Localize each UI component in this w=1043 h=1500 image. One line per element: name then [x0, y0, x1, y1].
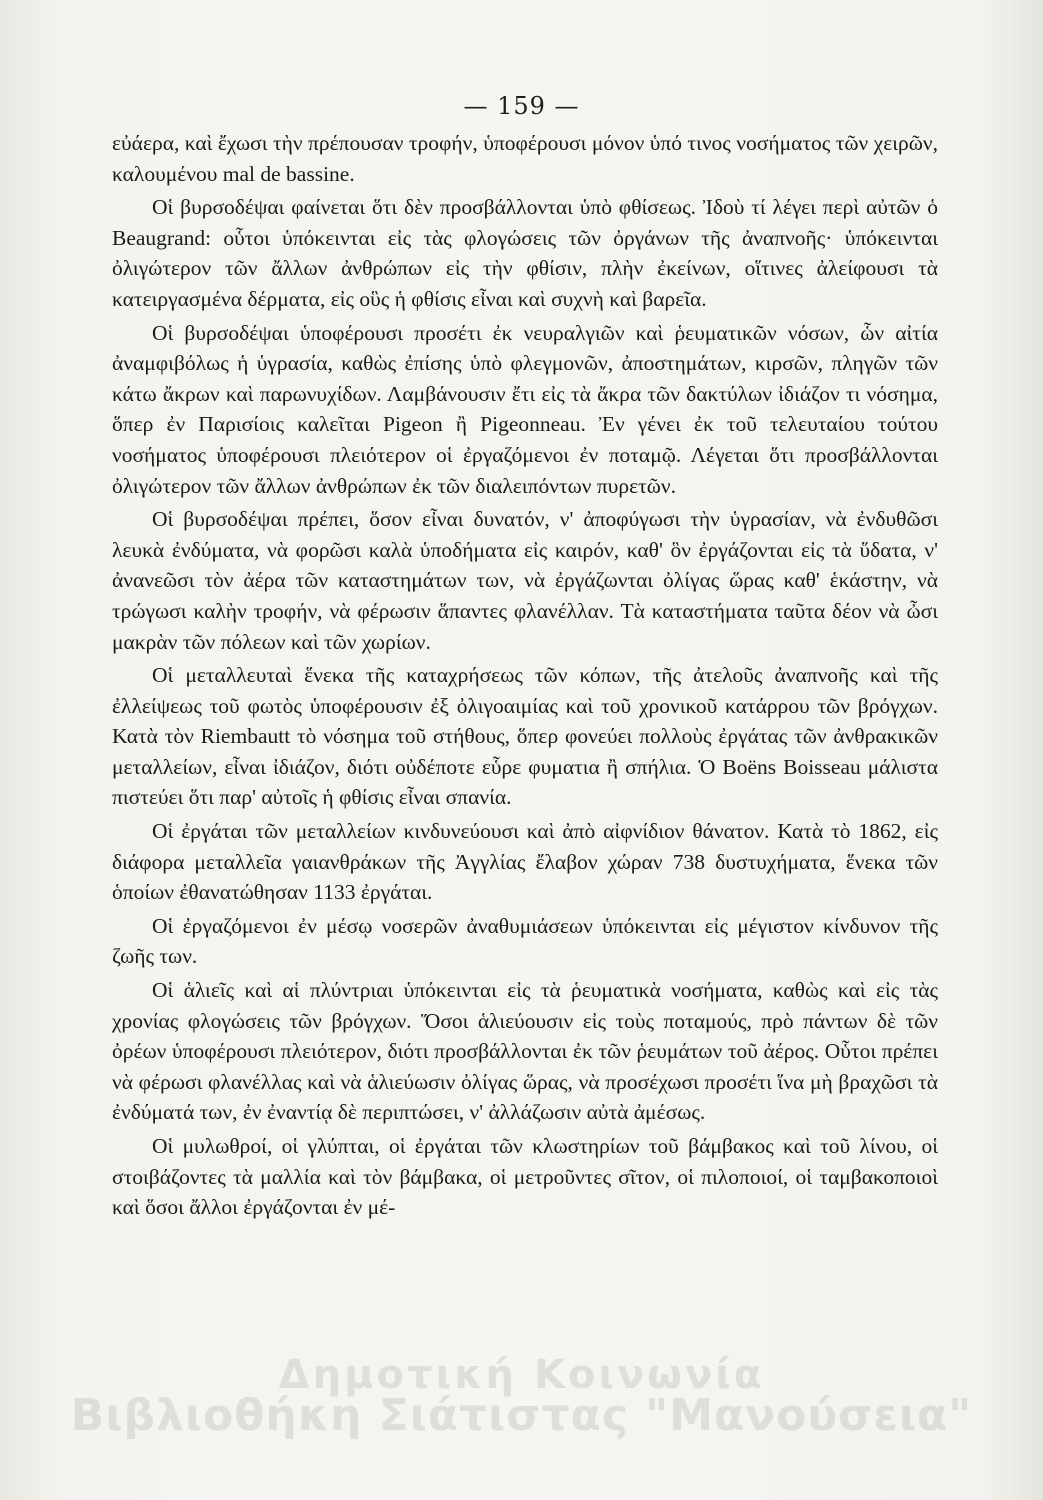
- paragraph-millers: Οἱ μυλωθροί, οἱ γλύπται, οἱ ἐργάται τῶν κλωστηρίων τοῦ βάμβακος καὶ τοῦ λίνου, οἱ στοιβάζοντες τὰ μαλλία καὶ τὸν βάμβακα, οἱ μετροῦντες σῖτον, οἱ πιλοποιοί, οἱ ταμβακοποιοὶ καὶ ὅσοι ἄλλοι ἐργάζονται ἐν μέ-: [112, 1134, 938, 1220]
- page-number: — 159 —: [463, 92, 580, 120]
- paragraph-tanners-diseases: Οἱ βυρσοδέψαι ὑποφέρουσι προσέτι ἐκ νευραλγιῶν καὶ ῥευματικῶν νόσων, ὧν αἰτία ἀναμφιβόλως ἡ ὑγρασία, καθὼς ἐπίσης ὑπὸ φλεγμονῶν, ἀποστημάτων, κιρσῶν, πληγῶν τῶν κάτω ἄκρων καὶ παρωνυχίδων. Λαμβάνουσιν ἔτι εἰς τὰ ἄκρα τῶν δακτύλων ἰδιάζον τι νόσημα, ὅπερ ἐν Παρισίοις καλεῖται Pigeon ἢ Pigeonneau. Ἐν γένει ἐκ τοῦ τελευταίου τούτου νοσήματος ὑποφέρουσι πλειότερον οἱ ἐργαζόμενοι ἐν ποταμῷ. Λέγεται ὅτι προσβάλλονται ὀλιγώτερον τῶν ἄλλων ἀνθρώπων ἐκ τῶν διαλειπόντων πυρετῶν.: [112, 320, 938, 498]
- paragraph-continuation: εὐάερα, καὶ ἔχωσι τὴν πρέπουσαν τροφήν, ὑποφέρουσι μόνον ὑπό τινος νοσήματος τῶν χειρῶν, καλουμένου mal de bassine.: [112, 131, 938, 186]
- library-watermark-line2: Βιβλιοθήκη Σιάτιστας "Μανούσεια": [70, 1390, 973, 1441]
- library-watermark-line1: Δημοτική Κοινωνία: [278, 1352, 765, 1398]
- paragraph-tanners-phthisis: Οἱ βυρσοδέψαι φαίνεται ὅτι δὲν προσβάλλονται ὑπὸ φθίσεως. Ἰδοὺ τί λέγει περὶ αὐτῶν ὁ Beaugrand: οὗτοι ὑπόκεινται εἰς τὰς φλογώσεις τῶν ὀργάνων τῆς ἀναπνοῆς· ὑπόκεινται ὀλιγώτερον τῶν ἄλλων ἀνθρώπων εἰς τὴν φθίσιν, πλὴν ἐκείνων, οἵτινες ἀλείφουσι τὰ κατειργασμένα δέρματα, εἰς οὓς ἡ φθίσις εἶναι καὶ συχνὴ καὶ βαρεῖα.: [112, 195, 938, 311]
- paragraph-tanners-precautions: Οἱ βυρσοδέψαι πρέπει, ὅσον εἶναι δυνατόν, ν' ἀποφύγωσι τὴν ὑγρασίαν, νὰ ἐνδυθῶσι λευκὰ ἐνδύματα, νὰ φορῶσι καλὰ ὑποδήματα εἰς καιρόν, καθ' ὃν ἐργάζονται εἰς τὰ ὕδατα, ν' ἀνανεῶσι τὸν ἀέρα τῶν καταστημάτων των, νὰ ἐργάζωνται ὀλίγας ὥρας καθ' ἑκάστην, νὰ τρώγωσι καλὴν τροφήν, νὰ φέρωσιν ἅπαντες φλανέλλαν. Τὰ καταστήματα ταῦτα δέον νὰ ὦσι μακρὰν τῶν πόλεων καὶ τῶν χωρίων.: [112, 507, 938, 654]
- text-body: [112, 128, 938, 1226]
- paragraph-fumes-workers: Οἱ ἐργαζόμενοι ἐν μέσῳ νοσερῶν ἀναθυμιάσεων ὑπόκεινται εἰς μέγιστον κίνδυνον τῆς ζωῆς των.: [112, 913, 938, 969]
- paragraph-fishermen: Οἱ ἁλιεῖς καὶ αἱ πλύντριαι ὑπόκεινται εἰς τὰ ῥευματικὰ νοσήματα, καθὼς καὶ εἰς τὰς χρονίας φλογώσεις τῶν βρόγχων. Ὅσοι ἁλιεύουσιν εἰς τοὺς ποταμούς, πρὸ πάντων δὲ τῶν ὀρέων ὑποφέρουσι πλειότερον, διότι προσβάλλονται ἐκ τῶν ῥευμάτων τοῦ ἀέρος. Οὗτοι πρέπει νὰ φέρωσι φλανέλλας καὶ νὰ ἁλιεύωσιν ὀλίγας ὥρας, νὰ προσέχωσι προσέτι ἵνα μὴ βραχῶσι τὰ ἐνδύματά των, ἐν ἐναντίᾳ δὲ περιπτώσει, ν' ἀλλάζωσιν αὐτὰ ἀμέσως.: [112, 978, 938, 1125]
- paragraph-miners: Οἱ μεταλλευταὶ ἕνεκα τῆς καταχρήσεως τῶν κόπων, τῆς ἀτελοῦς ἀναπνοῆς καὶ τῆς ἐλλείψεως τοῦ φωτὸς ὑποφέρουσιν ἐξ ὀλιγοαιμίας καὶ τοῦ χρονικοῦ κατάρρου τῶν βρόγχων. Κατὰ τὸν Riembautt τὸ νόσημα τοῦ στήθους, ὅπερ φονεύει πολλοὺς ἐργάτας τῶν ἀνθρακικῶν μεταλλείων, εἶναι ἰδιάζον, διότι οὐδέποτε εὗρε φυματια ἢ σπήλια. Ὁ Boëns Boisseau μάλιστα πιστεύει ὅτι παρ' αὐτοῖς ἡ φθίσις εἶναι σπανία.: [112, 663, 938, 810]
- paragraph-mine-accidents: Οἱ ἐργάται τῶν μεταλλείων κινδυνεύουσι καὶ ἀπὸ αἰφνίδιον θάνατον. Κατὰ τὸ 1862, εἰς διάφορα μεταλλεῖα γαιανθράκων τῆς Ἀγγλίας ἔλαβον χώραν 738 δυστυχήματα, ἕνεκα τῶν ὁποίων ἐθανατώθησαν 1133 ἐργάται.: [112, 819, 938, 905]
